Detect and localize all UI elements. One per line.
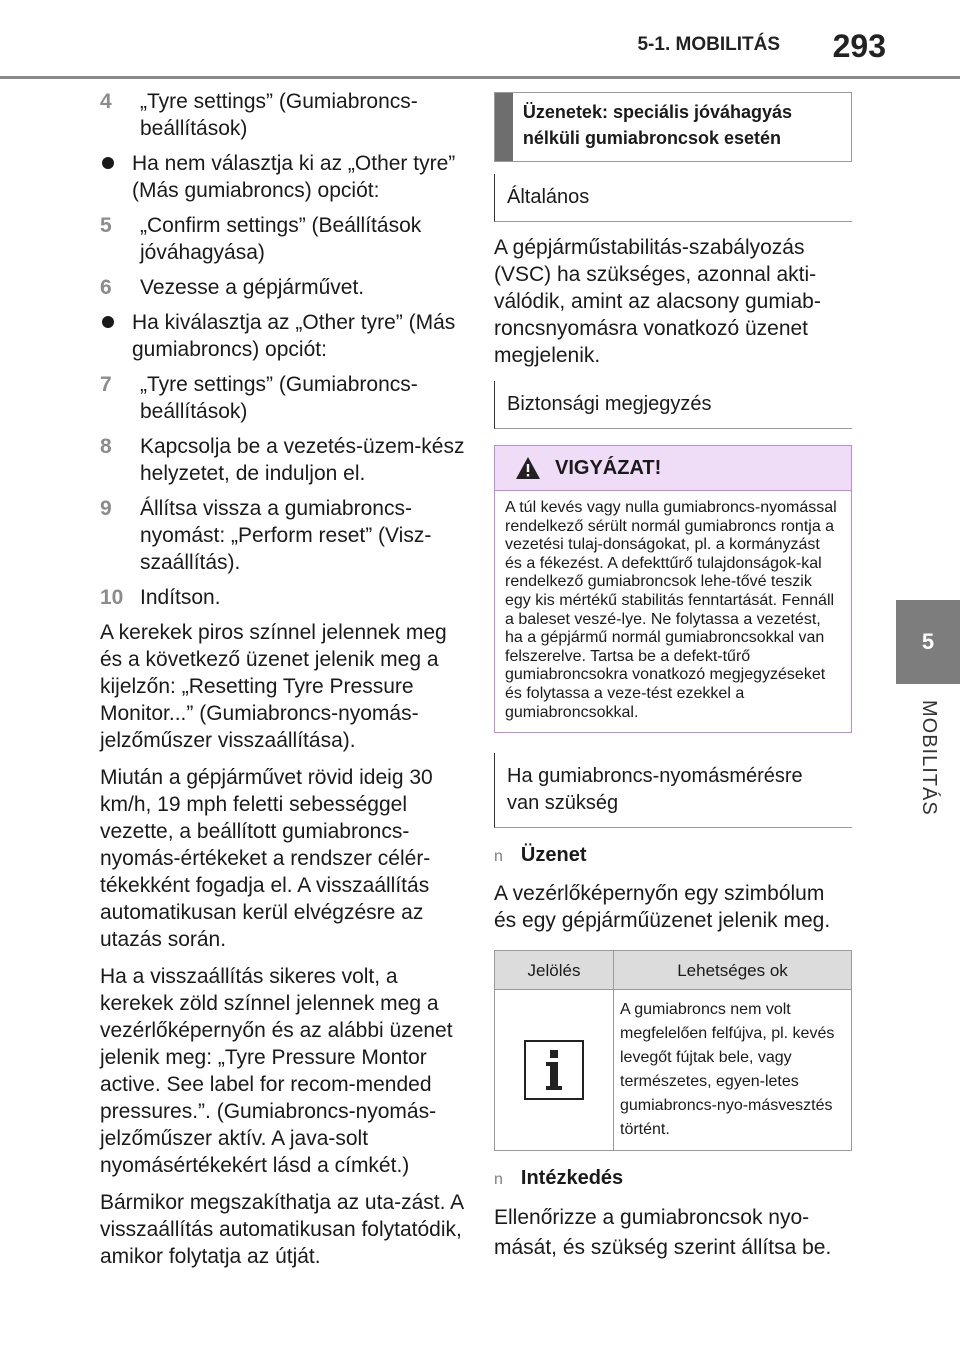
step-text: Állítsa vissza a gumiabroncs-nyomást: „Perform reset” (Visz-szaállítás). bbox=[140, 497, 432, 574]
step-text: „Tyre settings” (Gumiabroncs-beállítások) bbox=[140, 90, 418, 140]
bullet-item bbox=[100, 150, 470, 204]
left-column bbox=[100, 88, 470, 1280]
info-icon bbox=[524, 1040, 584, 1100]
warning-triangle-icon bbox=[515, 456, 541, 480]
step-number: 7 bbox=[100, 373, 112, 396]
paragraph: Ellenőrizze a gumiabroncsok nyo-mását, és szükség szerint állítsa be. bbox=[494, 1206, 832, 1260]
table-cell-symbol bbox=[495, 990, 614, 1151]
message-label bbox=[494, 842, 852, 870]
paragraph: Ha a visszaállítás sikeres volt, a kerekek zöld színnel jelennek meg a vezérlőképernyőn és az alábbi üzenet jelenik meg: „Tyre Pressure Montor active. See label for recom-mended pressures.”. (Gumiabroncs-nyomás-jelzőműszer aktív. A java-solt nyomásértékekért lásd a címkét.) bbox=[100, 965, 453, 1177]
step-number: 4 bbox=[100, 90, 112, 113]
section-box-bar bbox=[495, 93, 513, 161]
step-10 bbox=[100, 584, 470, 611]
step-text: Vezesse a gépjárművet. bbox=[140, 276, 365, 299]
bullet-text: Ha nem választja ki az „Other tyre” (Más gumiabroncs) opciót: bbox=[132, 152, 456, 202]
step-text: Indítson. bbox=[140, 586, 221, 609]
section-box bbox=[494, 92, 852, 162]
chapter-tab: 5 bbox=[896, 600, 960, 684]
step-number: 5 bbox=[100, 214, 112, 237]
subheading-general: Általános bbox=[494, 174, 852, 222]
step-4 bbox=[100, 88, 470, 142]
warning-title: VIGYÁZAT! bbox=[555, 456, 662, 479]
step-number: 9 bbox=[100, 497, 112, 520]
bullet-text: Ha kiválasztja az „Other tyre” (Más gumiabroncs) opciót: bbox=[132, 311, 456, 361]
paragraph: A vezérlőképernyőn egy szimbólum és egy gépjárműüzenet jelenik meg. bbox=[494, 882, 831, 933]
action-label-text: Intézkedés bbox=[520, 1167, 624, 1190]
step-text: Kapcsolja be a vezetés-üzem-kész helyzetet, de induljon el. bbox=[140, 435, 465, 485]
step-text: „Tyre settings” (Gumiabroncs-beállítások) bbox=[140, 373, 418, 423]
section-title: 5-1. MOBILITÁS bbox=[637, 34, 780, 55]
step-text: „Confirm settings” (Beállítások jóváhagyása) bbox=[140, 214, 422, 264]
section-box-title: Üzenetek: speciális jóváhagyás nélküli gumiabroncsok esetén bbox=[522, 102, 793, 148]
message-table bbox=[494, 950, 852, 1151]
step-5 bbox=[100, 212, 470, 266]
paragraph: A gépjárműstabilitás-szabályozás (VSC) ha szükséges, azonnal akti-válódik, amint az alacsony gumiab-roncsnyomásra vonatkozó üzenet megjelenik. bbox=[494, 236, 821, 367]
label-marker: n bbox=[494, 848, 503, 866]
step-7 bbox=[100, 371, 470, 425]
action-label bbox=[494, 1165, 852, 1193]
table-cell-cause: A gumiabroncs nem volt megfelelően felfújva, pl. kevés levegőt fújtak bele, vagy természetes, egyen-letes gumiabroncs-nyo-másvesztés történt. bbox=[614, 990, 852, 1151]
step-number: 6 bbox=[100, 276, 112, 299]
warning-box bbox=[494, 445, 852, 733]
right-column bbox=[494, 92, 852, 1273]
paragraph: Bármikor megszakíthatja az uta-zást. A visszaállítás automatikusan folytatódik, amikor folytatja az útját. bbox=[100, 1191, 463, 1268]
step-number: 8 bbox=[100, 435, 112, 458]
page-number: 293 bbox=[832, 28, 886, 64]
bullet-item bbox=[100, 309, 470, 363]
table-header-cause: Lehetséges ok bbox=[614, 951, 852, 990]
table-row bbox=[495, 990, 852, 1151]
step-number: 10 bbox=[100, 586, 124, 609]
bullet-dot-icon bbox=[102, 316, 114, 328]
header-rule bbox=[0, 76, 960, 79]
message-label-text: Üzenet bbox=[520, 844, 587, 867]
step-6 bbox=[100, 274, 470, 301]
page-header bbox=[0, 0, 960, 80]
paragraph: A kerekek piros színnel jelennek meg és a következő üzenet jelenik meg a kijelzőn: „Resetting Tyre Pressure Monitor...” (Gumiabroncs-nyomás-jelzőműszer visszaállítása). bbox=[100, 621, 447, 752]
table-header-symbol: Jelölés bbox=[495, 951, 614, 990]
subheading-measurement: Ha gumiabroncs-nyomásmérésre van szükség bbox=[494, 753, 852, 828]
step-9 bbox=[100, 495, 470, 576]
label-marker: n bbox=[494, 1171, 503, 1189]
step-8 bbox=[100, 433, 470, 487]
warning-header bbox=[495, 446, 851, 490]
chapter-side-label bbox=[894, 700, 960, 850]
chapter-side-label-text: MOBILITÁS bbox=[918, 700, 940, 816]
paragraph: Miután a gépjárművet rövid ideig 30 km/h, 19 mph feletti sebességgel vezette, a beállított gumiabroncs-nyomás-értékeket a rendszer célér-tékekként fogadja el. A visszaállítás automatikusan kerül elvégzésre az utazás során. bbox=[100, 766, 433, 951]
bullet-dot-icon bbox=[102, 157, 114, 169]
subheading-safety: Biztonsági megjegyzés bbox=[494, 381, 852, 429]
warning-body: A túl kevés vagy nulla gumiabroncs-nyomással rendelkező sérült normál gumiabroncs rontja a vezetési tulaj-donságokat, pl. a kormányzást és a fékezést. A defekttűrő tulajdonságok-kal rendelkező gumiabroncsok lehe-tővé teszik egy kis mértékű stabilitás fenntartását. Fennáll a baleset veszé-lye. Ne folytassa a vezetést, ha a gépjármű normál gumiabroncsokkal van felszerelve. Tartsa be a defekt-tűrő gumiabroncsokra vonatkozó megjegyzéseket és folytassa a veze-tést ezekkel a gumiabroncsokkal. bbox=[495, 490, 851, 732]
